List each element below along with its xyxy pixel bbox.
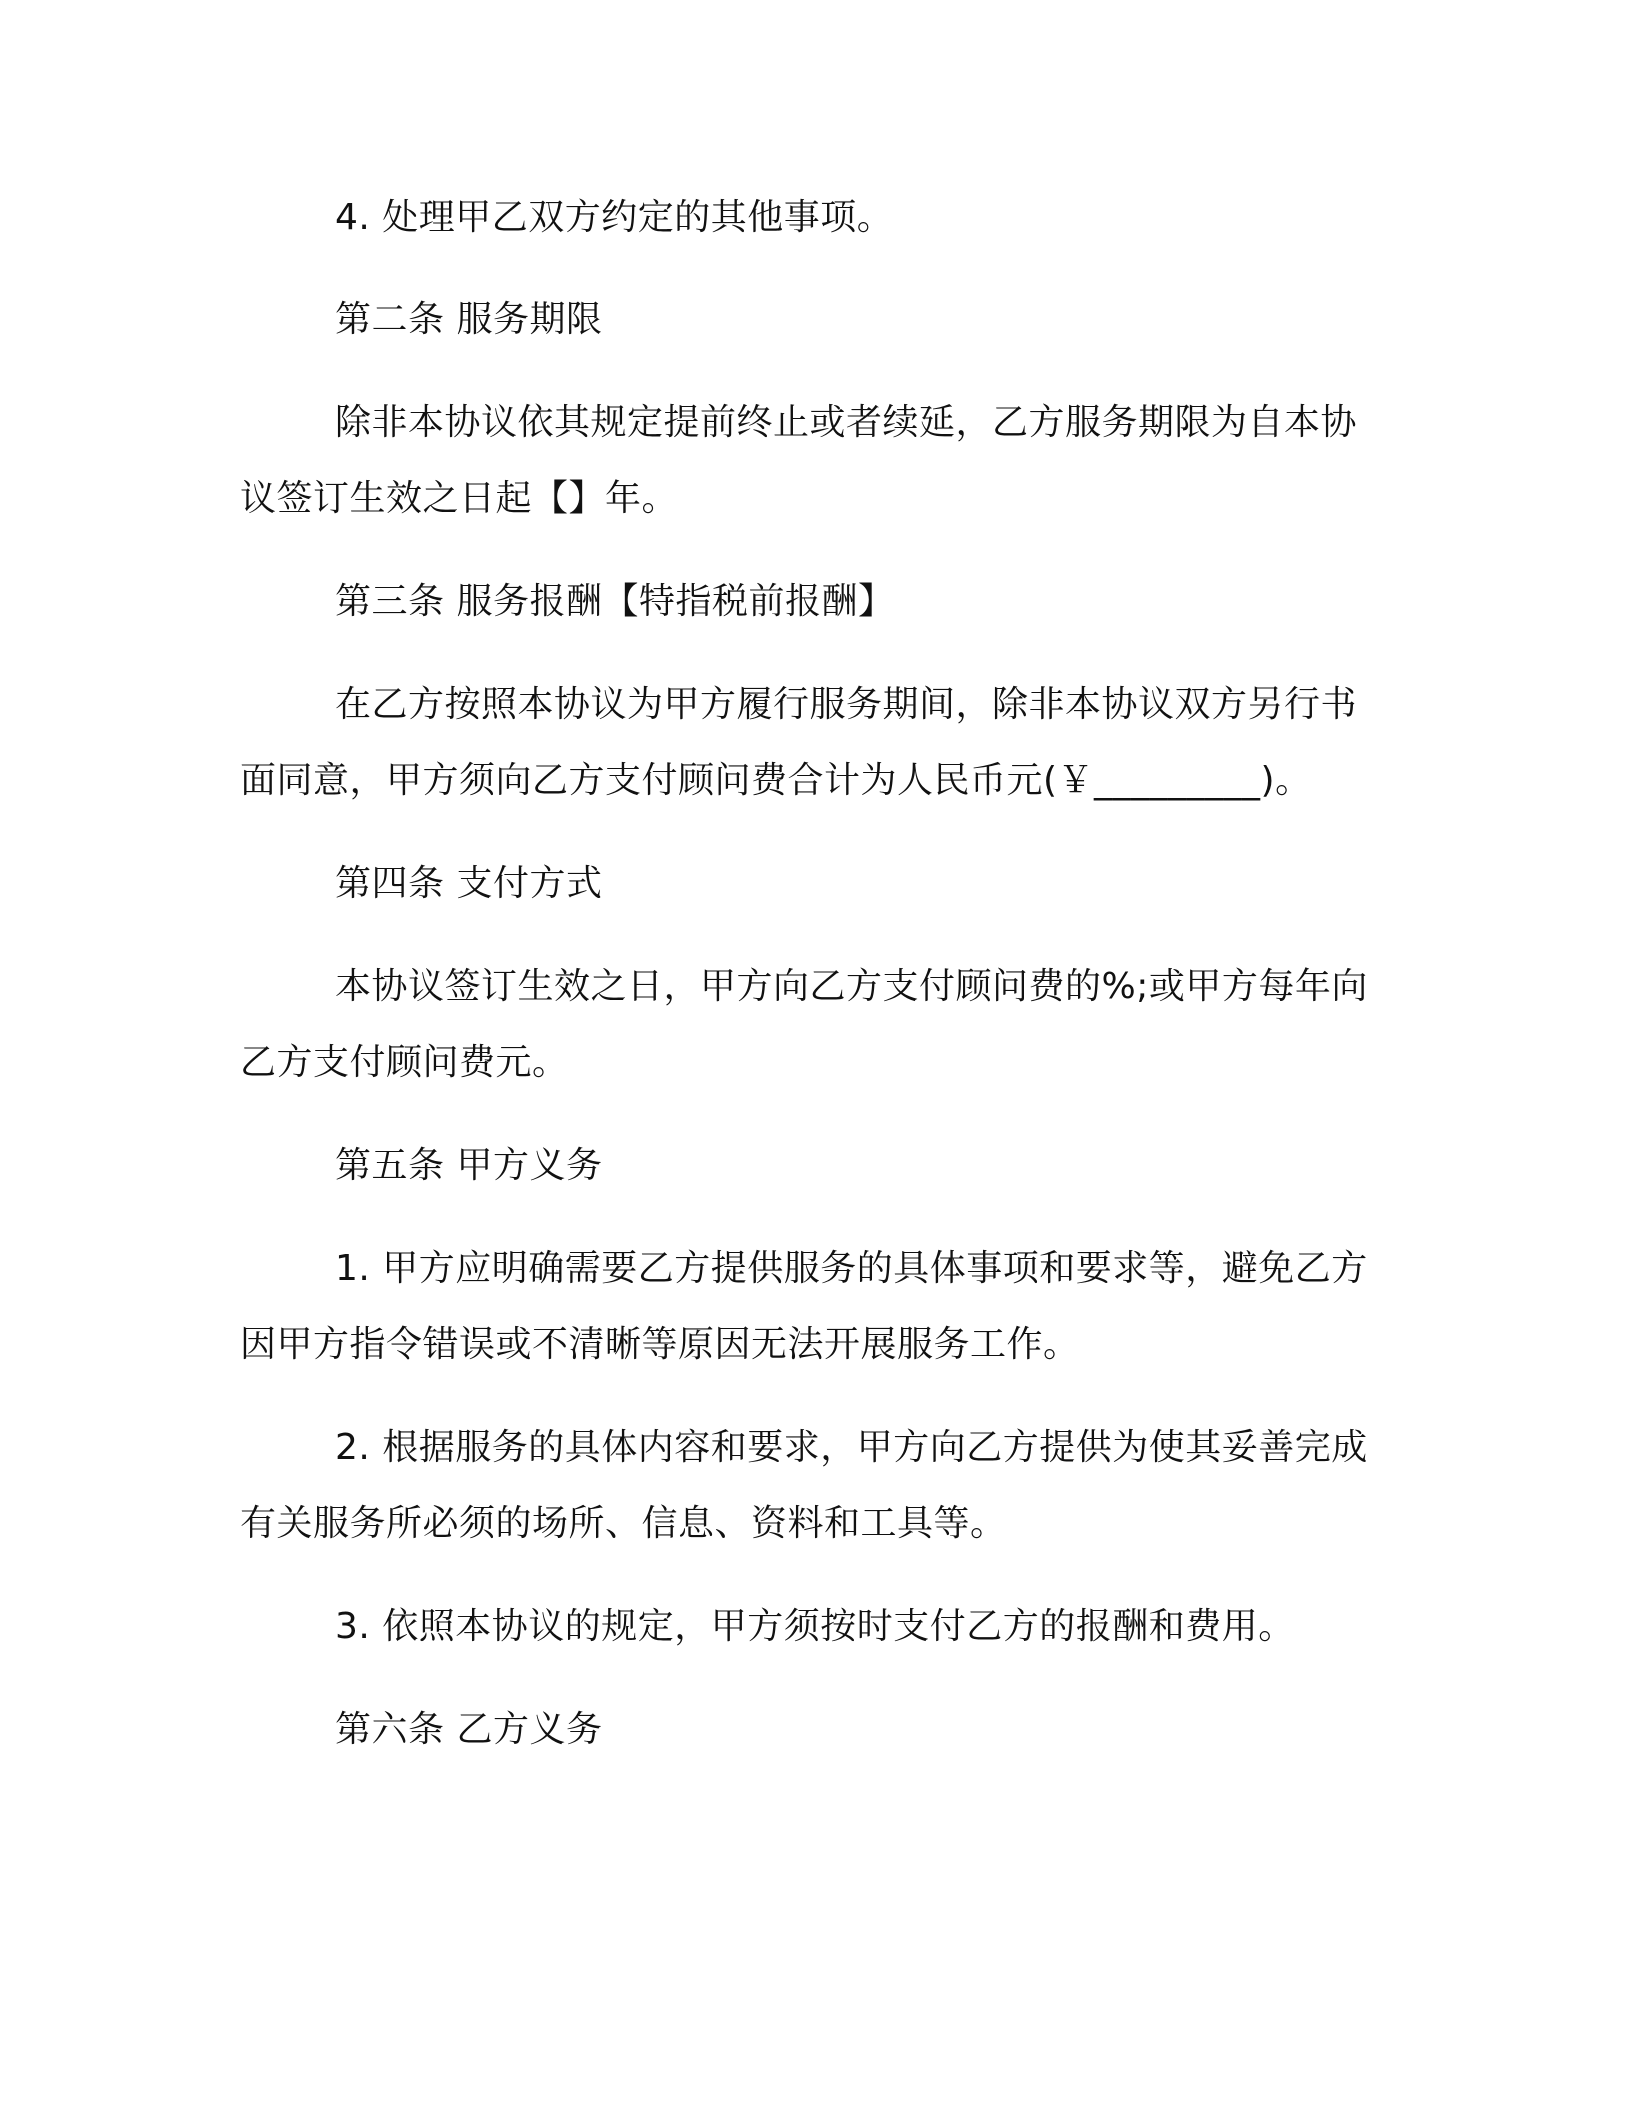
article-4-body-line-2: 乙方支付顾问费元。 <box>240 1042 569 1083</box>
article-2-body-line-2: 议签订生效之日起【】年。 <box>240 478 679 519</box>
article-2-body-line-1: 除非本协议依其规定提前终止或者续延，乙方服务期限为自本协 <box>335 402 1358 443</box>
article-5-item-3: 3. 依照本协议的规定，甲方须按时支付乙方的报酬和费用。 <box>335 1606 1295 1647</box>
article-6-heading: 第六条 乙方义务 <box>335 1709 603 1750</box>
article-2-heading: 第二条 服务期限 <box>335 299 603 340</box>
article-3-body-line-1: 在乙方按照本协议为甲方履行服务期间，除非本协议双方另行书 <box>335 684 1358 725</box>
article-5-item-1-line-2: 因甲方指令错误或不清晰等原因无法开展服务工作。 <box>240 1324 1080 1365</box>
article-4-body-line-1: 本协议签订生效之日，甲方向乙方支付顾问费的%;或甲方每年向 <box>335 966 1368 1007</box>
article-3-body-line-2: 面同意，甲方须向乙方支付顾问费合计为人民币元(￥_________)。 <box>240 760 1312 801</box>
article-5-heading: 第五条 甲方义务 <box>335 1145 603 1186</box>
article-5-item-2-line-1: 2. 根据服务的具体内容和要求，甲方向乙方提供为使其妥善完成 <box>335 1427 1368 1468</box>
article-4-heading: 第四条 支付方式 <box>335 863 603 904</box>
item-4-other-matters: 4. 处理甲乙双方约定的其他事项。 <box>335 197 894 238</box>
article-5-item-2-line-2: 有关服务所必须的场所、信息、资料和工具等。 <box>240 1503 1007 1544</box>
article-5-item-1-line-1: 1. 甲方应明确需要乙方提供服务的具体事项和要求等，避免乙方 <box>335 1248 1368 1289</box>
article-3-heading: 第三条 服务报酬【特指税前报酬】 <box>335 581 895 622</box>
